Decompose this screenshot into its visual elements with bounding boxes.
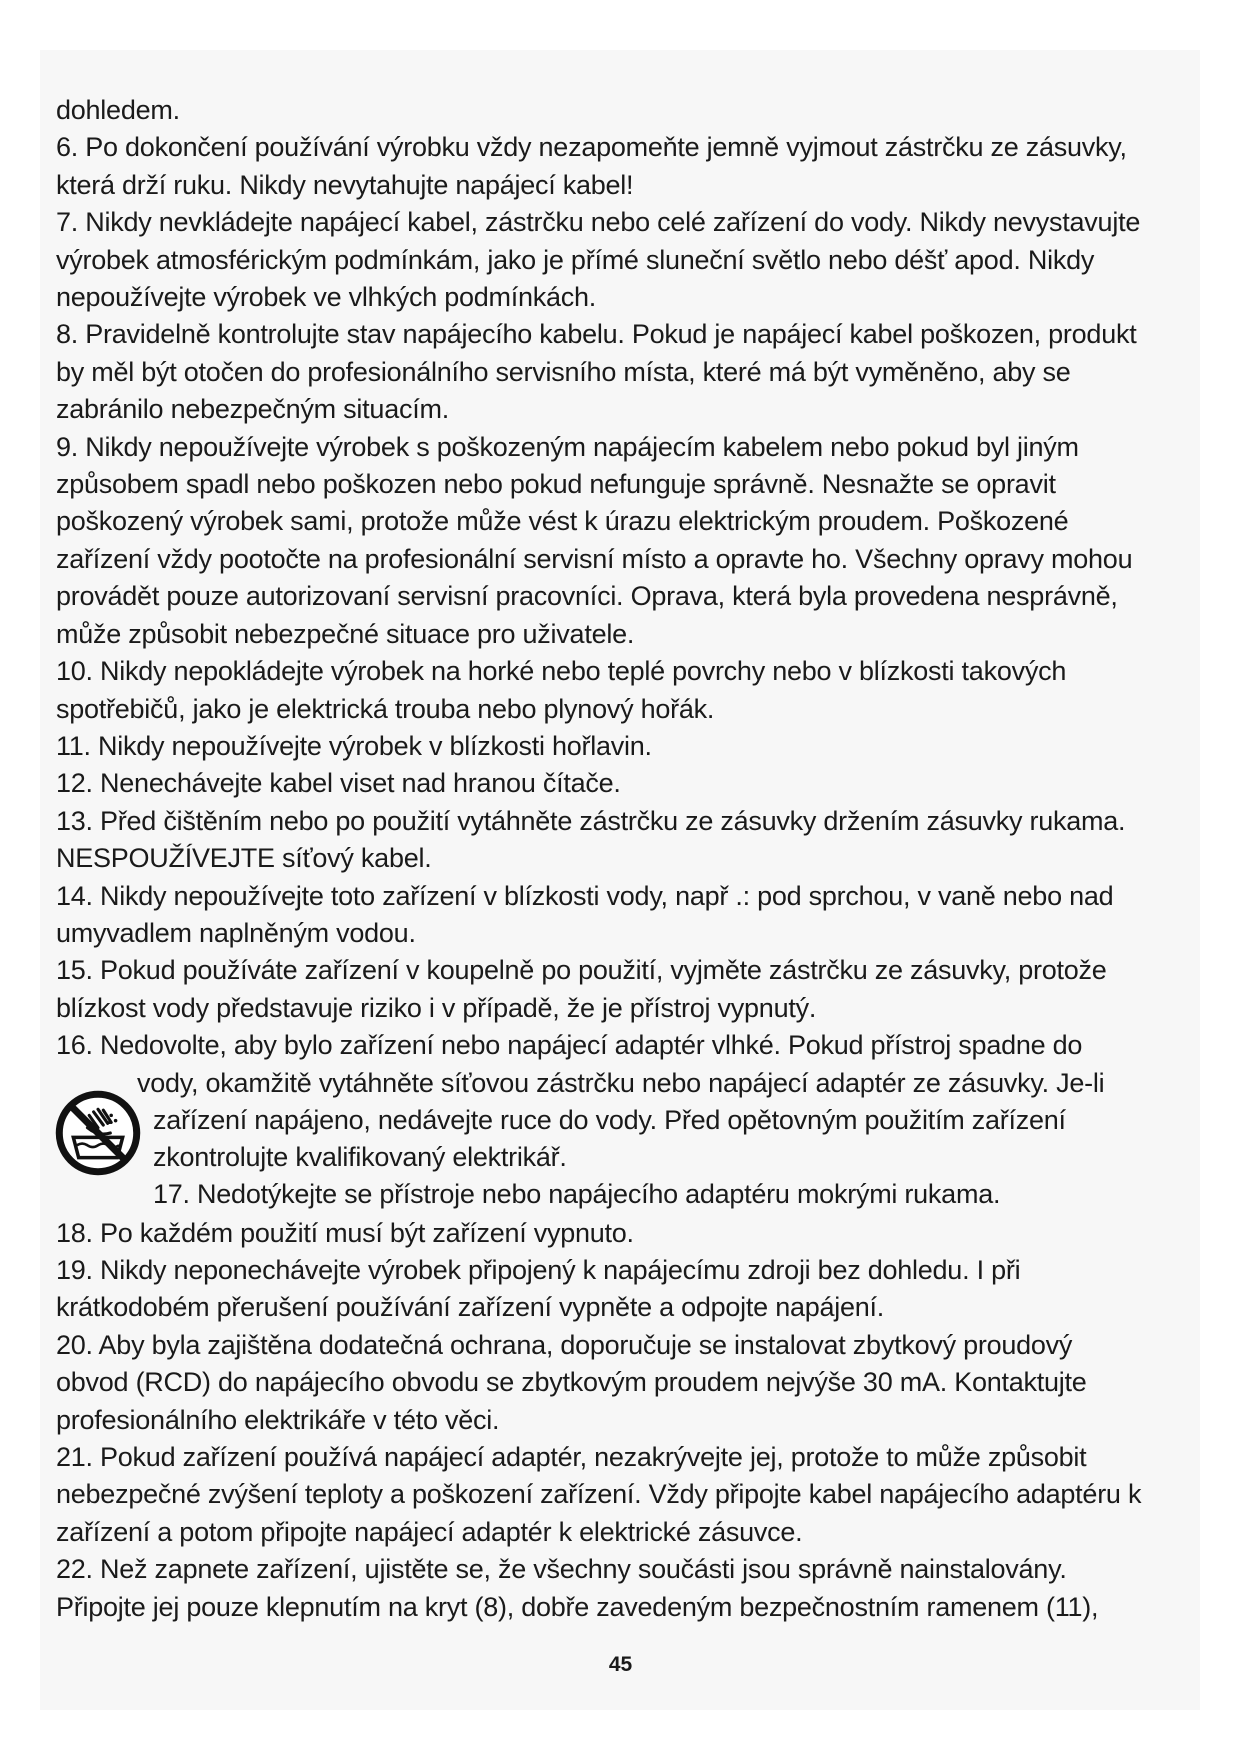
text-line: 12. Nenechávejte kabel viset nad hranou čítače. bbox=[56, 768, 621, 799]
instruction-paragraph bbox=[56, 1215, 1186, 1252]
text-line: obvod (RCD) do napájecího obvodu se zbytkovým proudem nejvýše 30 mA. Kontaktujte bbox=[56, 1367, 1087, 1398]
instruction-paragraph bbox=[56, 1252, 1186, 1327]
water-warning-block bbox=[56, 1065, 1186, 1215]
text-line: 22. Než zapnete zařízení, ujistěte se, že všechny součásti jsou správně nainstalovány. bbox=[56, 1554, 1067, 1585]
instruction-paragraph bbox=[56, 316, 1186, 428]
text-line: 20. Aby byla zajištěna dodatečná ochrana, doporučuje se instalovat zbytkový proudový bbox=[56, 1329, 1073, 1360]
text-line: 11. Nikdy nepoužívejte výrobek v blízkosti hořlavin. bbox=[56, 730, 652, 761]
instruction-paragraph bbox=[56, 204, 1186, 316]
no-water-immersion-icon bbox=[54, 1089, 142, 1177]
text-line: 7. Nikdy nevkládejte napájecí kabel, zástrčku nebo celé zařízení do vody. Nikdy nevystavujte bbox=[56, 207, 1141, 238]
text-line: by měl být otočen do profesionálního servisního místa, které má být vyměněno, aby se bbox=[56, 356, 1071, 387]
text-line: zařízení vždy pootočte na profesionální servisní místo a opravte ho. Všechny opravy mohou bbox=[56, 543, 1133, 574]
instruction-paragraph bbox=[56, 1551, 1186, 1626]
text-line: 18. Po každém použití musí být zařízení vypnuto. bbox=[56, 1217, 634, 1248]
text-line: NESPOUŽÍVEJTE síťový kabel. bbox=[56, 843, 432, 874]
text-line: může způsobit nebezpečné situace pro uživatele. bbox=[56, 618, 635, 649]
text-line: blízkost vody představuje riziko i v případě, že je přístroj vypnutý. bbox=[56, 992, 817, 1023]
text-line: 19. Nikdy neponechávejte výrobek připojený k napájecímu zdroji bez dohledu. I při bbox=[56, 1254, 1021, 1285]
instruction-paragraph bbox=[56, 952, 1186, 1027]
page-number: 45 bbox=[608, 1653, 633, 1676]
instruction-paragraph bbox=[56, 429, 1186, 653]
text-line: nebezpečné zvýšení teploty a poškození zařízení. Vždy připojte kabel napájecího adaptéru k bbox=[56, 1479, 1142, 1510]
text-line: 21. Pokud zařízení používá napájecí adaptér, nezakrývejte jej, protože to může způsobit bbox=[56, 1442, 1087, 1472]
warning-line-1: vody, okamžitě vytáhněte síťovou zástrčku nebo napájecí adaptér ze zásuvky. Je-li bbox=[137, 1067, 1105, 1098]
text-line: 14. Nikdy nepoužívejte toto zařízení v blízkosti vody, např .: pod sprchou, v vaně nebo nad bbox=[56, 880, 1114, 911]
text-line: umyvadlem naplněným vodou. bbox=[56, 917, 416, 948]
instruction-paragraph bbox=[56, 803, 1186, 878]
instruction-paragraph bbox=[56, 1327, 1186, 1439]
instruction-paragraph bbox=[56, 1027, 1186, 1064]
text-line: výrobek atmosférickým podmínkám, jako je přímé sluneční světlo nebo déšť apod. Nikdy bbox=[56, 244, 1095, 275]
instruction-paragraph bbox=[56, 765, 1186, 802]
text-line: profesionálního elektrikáře v této věci. bbox=[56, 1404, 500, 1435]
text-line: 13. Před čištěním nebo po použití vytáhněte zástrčku ze zásuvky držením zásuvky rukama. bbox=[56, 805, 1126, 836]
instructions-after-warning bbox=[56, 1215, 1186, 1626]
instruction-paragraph bbox=[56, 129, 1186, 204]
text-line: zabránilo nebezpečným situacím. bbox=[56, 394, 449, 425]
instruction-paragraph bbox=[56, 653, 1186, 728]
text-line: 9. Nikdy nepoužívejte výrobek s poškozeným napájecím kabelem nebo pokud byl jiným bbox=[56, 431, 1079, 462]
instruction-paragraph bbox=[56, 92, 1186, 129]
text-line: poškozený výrobek sami, protože může vést k úrazu elektrickým proudem. Poškozené bbox=[56, 506, 1069, 537]
warning-line-2: zařízení napájeno, nedávejte ruce do vody. Před opětovným použitím zařízení bbox=[153, 1104, 1066, 1135]
instruction-paragraph bbox=[56, 728, 1186, 765]
document-body bbox=[56, 92, 1186, 1626]
text-line: 10. Nikdy nepokládejte výrobek na horké nebo teplé povrchy nebo v blízkosti takových bbox=[56, 656, 1067, 687]
text-line: provádět pouze autorizovaní servisní pracovníci. Oprava, která byla provedena nesprávně, bbox=[56, 581, 1118, 612]
warning-item-17: 17. Nedotýkejte se přístroje nebo napájecího adaptéru mokrými rukama. bbox=[153, 1178, 1001, 1209]
text-line: způsobem spadl nebo poškozen nebo pokud nefunguje správně. Nesnažte se opravit bbox=[56, 469, 1056, 500]
text-line: spotřebičů, jako je elektrická trouba nebo plynový hořák. bbox=[56, 693, 715, 724]
text-line: 6. Po dokončení používání výrobku vždy nezapomeňte jemně vyjmout zástrčku ze zásuvky, bbox=[56, 132, 1127, 163]
text-line: která drží ruku. Nikdy nevytahujte napájecí kabel! bbox=[56, 169, 634, 200]
warning-line-3: zkontrolujte kvalifikovaný elektrikář. bbox=[153, 1141, 567, 1172]
text-line: 15. Pokud používáte zařízení v koupelně po použití, vyjměte zástrčku ze zásuvky, protože bbox=[56, 955, 1107, 986]
instructions-before-warning bbox=[56, 92, 1186, 1065]
text-line: zařízení a potom připojte napájecí adaptér k elektrické zásuvce. bbox=[56, 1516, 803, 1547]
text-line: krátkodobém přerušení používání zařízení vypněte a odpojte napájení. bbox=[56, 1292, 885, 1323]
instruction-paragraph bbox=[56, 1439, 1186, 1551]
text-line: 8. Pravidelně kontrolujte stav napájecího kabelu. Pokud je napájecí kabel poškozen, produkt bbox=[56, 319, 1137, 350]
text-line: nepoužívejte výrobek ve vlhkých podmínkách. bbox=[56, 282, 597, 313]
instruction-paragraph bbox=[56, 878, 1186, 953]
text-line: 16. Nedovolte, aby bylo zařízení nebo napájecí adaptér vlhké. Pokud přístroj spadne do bbox=[56, 1030, 1083, 1061]
text-line: Připojte jej pouze klepnutím na kryt (8), dobře zavedeným bezpečnostním ramenem (11), bbox=[56, 1591, 1099, 1622]
text-line: dohledem. bbox=[56, 95, 180, 125]
